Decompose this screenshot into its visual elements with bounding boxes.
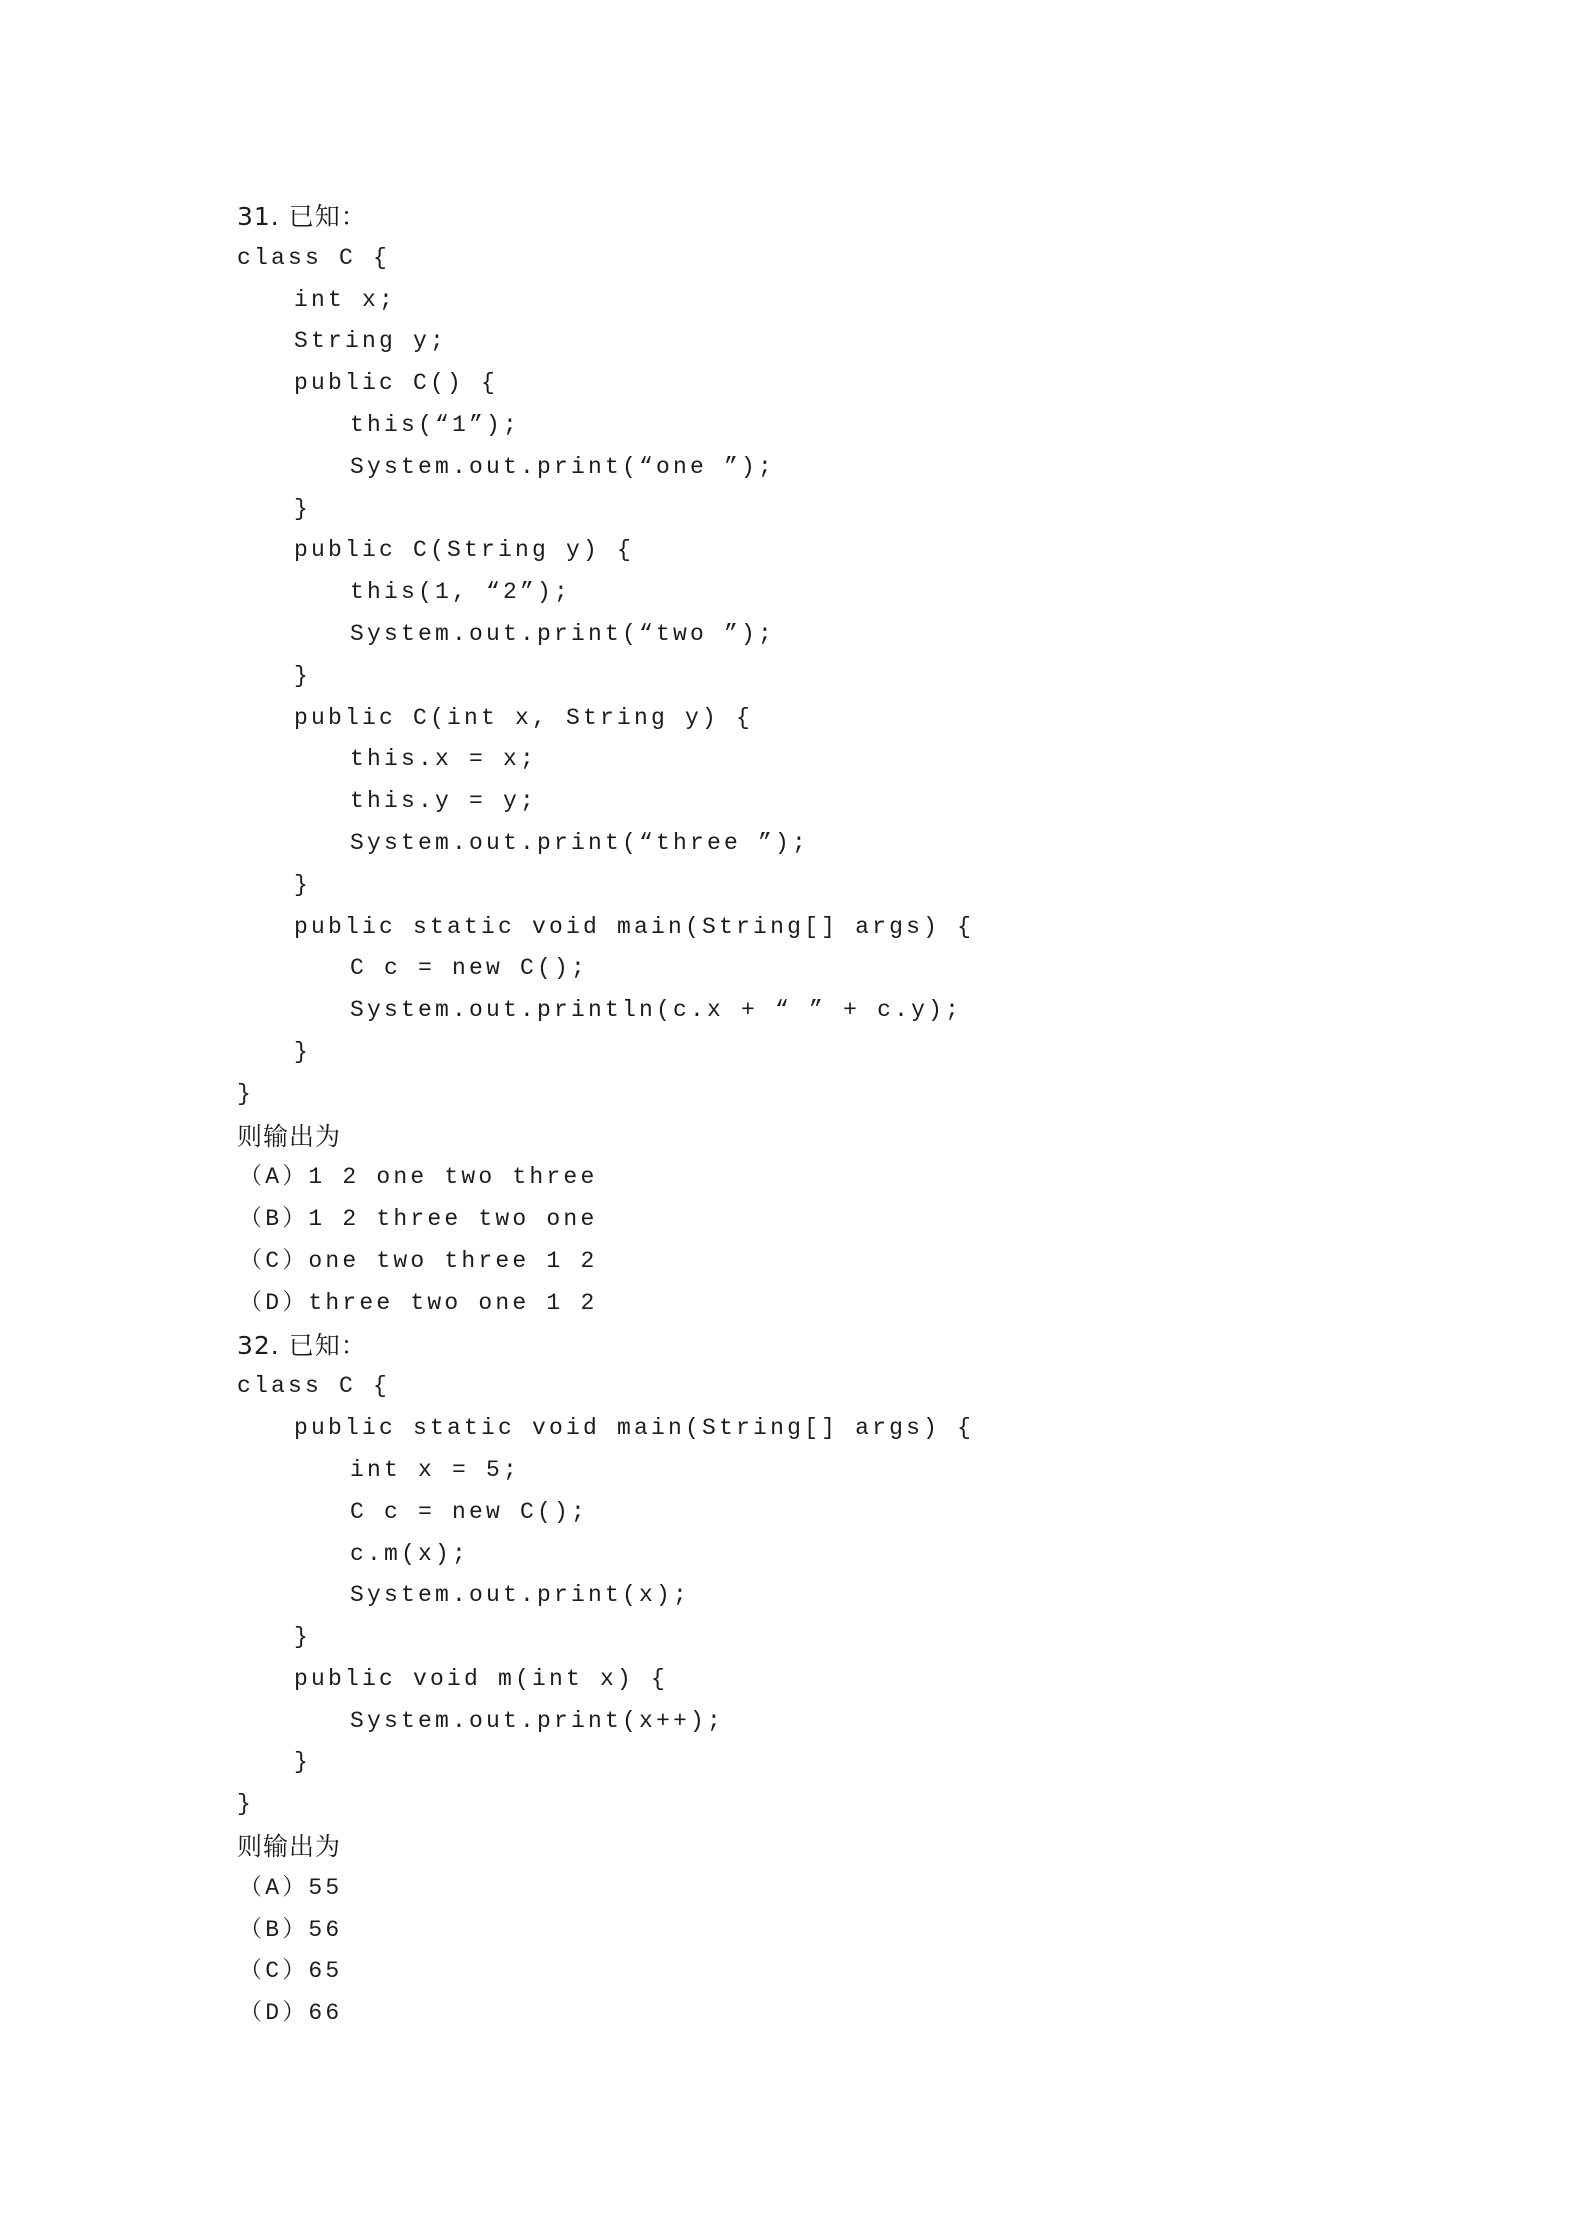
question-31-header: 31. 已知：: [237, 202, 367, 231]
exam-content: [237, 196, 1437, 2035]
code-line: this(“1”);: [350, 411, 521, 438]
code-line: System.out.print(x);: [350, 1582, 691, 1609]
code-line: c.m(x);: [350, 1540, 470, 1567]
code-line: System.out.println(c.x + “ ” + c.y);: [350, 997, 963, 1024]
question-32-header: 32. 已知：: [237, 1330, 367, 1360]
option-c: （C）one two three 1 2: [239, 1247, 598, 1274]
code-line: System.out.print(“three ”);: [350, 829, 810, 856]
code-line: System.out.print(“one ”);: [350, 453, 776, 480]
code-line: C c = new C();: [350, 955, 589, 982]
code-line: public C() {: [294, 370, 499, 397]
code-line: }: [237, 1791, 255, 1818]
option-b: （B）56: [239, 1916, 343, 1943]
code-line: this.x = x;: [350, 746, 538, 773]
code-line: public static void main(String[] args) {: [294, 1415, 975, 1442]
code-line: public void m(int x) {: [294, 1665, 669, 1692]
option-a: （A）1 2 one two three: [239, 1164, 598, 1191]
question-31-code-block: [237, 238, 1437, 1116]
code-line: }: [294, 1749, 312, 1776]
question-32: [237, 1325, 1437, 2036]
code-line: }: [294, 662, 312, 689]
code-line: public C(String y) {: [294, 537, 635, 564]
code-line: }: [237, 1080, 255, 1107]
code-line: String y;: [294, 328, 448, 355]
option-a: （A）55: [239, 1874, 343, 1901]
code-line: int x = 5;: [350, 1456, 521, 1483]
option-b: （B）1 2 three two one: [239, 1206, 598, 1233]
option-d: （D）66: [239, 2000, 343, 2027]
question-31-prompt: 则输出为: [237, 1121, 342, 1151]
question-32-prompt: 则输出为: [237, 1832, 342, 1862]
code-line: this.y = y;: [350, 788, 538, 815]
option-d: （D）three two one 1 2: [239, 1289, 598, 1316]
code-line: }: [294, 1624, 312, 1651]
code-line: System.out.print(“two ”);: [350, 620, 776, 647]
code-line: }: [294, 495, 312, 522]
question-31-options: [237, 1157, 1437, 1324]
option-c: （C）65: [239, 1958, 343, 1985]
question-32-code-block: [237, 1366, 1437, 1826]
code-line: C c = new C();: [350, 1498, 589, 1525]
question-31: [237, 196, 1437, 1325]
code-line: class C {: [237, 244, 391, 271]
code-line: this(1, “2”);: [350, 579, 572, 606]
code-line: }: [294, 1038, 312, 1065]
code-line: System.out.print(x++);: [350, 1707, 725, 1734]
code-line: public static void main(String[] args) {: [294, 913, 975, 940]
question-32-options: [237, 1868, 1437, 2035]
code-line: public C(int x, String y) {: [294, 704, 754, 731]
code-line: class C {: [237, 1373, 391, 1400]
code-line: }: [294, 871, 312, 898]
code-line: int x;: [294, 286, 397, 313]
